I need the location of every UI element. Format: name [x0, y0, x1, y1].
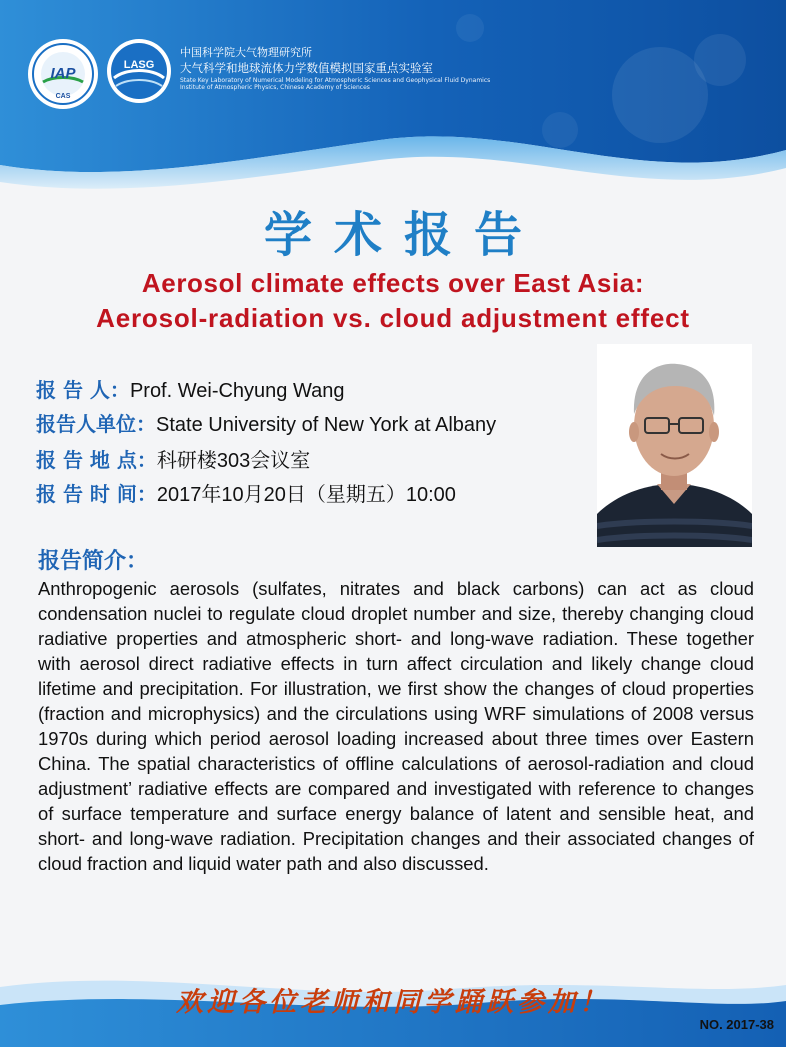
- affiliation-row: [36, 412, 496, 437]
- institute-name-cn: 中国科学院大气物理研究所: [180, 46, 312, 59]
- location-label: 报 告 地 点：: [36, 448, 157, 472]
- laboratory-name-cn: 大气科学和地球流体力学数值模拟国家重点实验室: [180, 61, 433, 75]
- welcome-message: 欢迎各位老师和同学踊跃参加！: [176, 987, 610, 1018]
- institute-name-en: Institute of Atmospheric Physics, Chinese Academy of Sciences: [180, 84, 370, 91]
- talk-title-line-1: Aerosol climate effects over East Asia:: [141, 268, 645, 298]
- lasg-logo-text: LASG: [123, 59, 155, 71]
- location-row: [36, 448, 310, 473]
- abstract-text: Anthropogenic aerosols (sulfates, nitrates and black carbons) can act as cloud condensation nuclei to regulate cloud droplet number and size, thereby changing cloud radiative properties and atmospheric short- and long-wave radiation. These together with aerosol direct radiative effects in turn affect circulation and likely change cloud lifetime and precipitation. For illustration, we first show the changes of cloud properties (fraction and microphysics) and the circulations using WRF simulations of 2008 versus 1970s during which period aerosol loading increased about three times over Eastern China. The spatial characteristics of offline calculations of aerosol-radiation and cloud adjustment’ radiative effects are compared and investigated with reference to changes of surface temperature and surface energy balance of latent and sensible heat, and short- and long-wave radiation. Precipitation changes and their associated changes of cloud fraction and liquid water path and also discussed.: [38, 578, 754, 874]
- banner-title: 学术报告: [263, 207, 544, 263]
- time-row: [36, 482, 456, 507]
- iap-logo-text: IAP: [50, 65, 76, 82]
- speaker-name: Prof. Wei-Chyung Wang: [129, 380, 345, 402]
- location-value: 科研楼303会议室: [156, 450, 311, 472]
- iap-logo-icon: [27, 38, 99, 110]
- talk-title-line-2: Aerosol-radiation vs. cloud adjustment effect: [96, 303, 690, 333]
- speaker-label: 报 告 人：: [36, 378, 130, 402]
- iap-logo-sub: CAS: [55, 93, 71, 100]
- time-value: 2017年10月20日（星期五）10:00: [156, 484, 456, 506]
- laboratory-name-en: State Key Laboratory of Numerical Modeling for Atmospheric Sciences and Geophysical Fluid Dynamics: [180, 77, 491, 84]
- affiliation-label: 报告人单位：: [36, 412, 156, 436]
- document-number: NO. 2017-38: [699, 1017, 774, 1032]
- speaker-row: [36, 378, 344, 403]
- lasg-logo-icon: [106, 38, 172, 104]
- speaker-photo-icon: [597, 344, 752, 547]
- time-label: 报 告 时 间：: [36, 482, 157, 506]
- affiliation-value: State University of New York at Albany: [156, 414, 497, 436]
- abstract-heading: 报告简介：: [38, 549, 149, 574]
